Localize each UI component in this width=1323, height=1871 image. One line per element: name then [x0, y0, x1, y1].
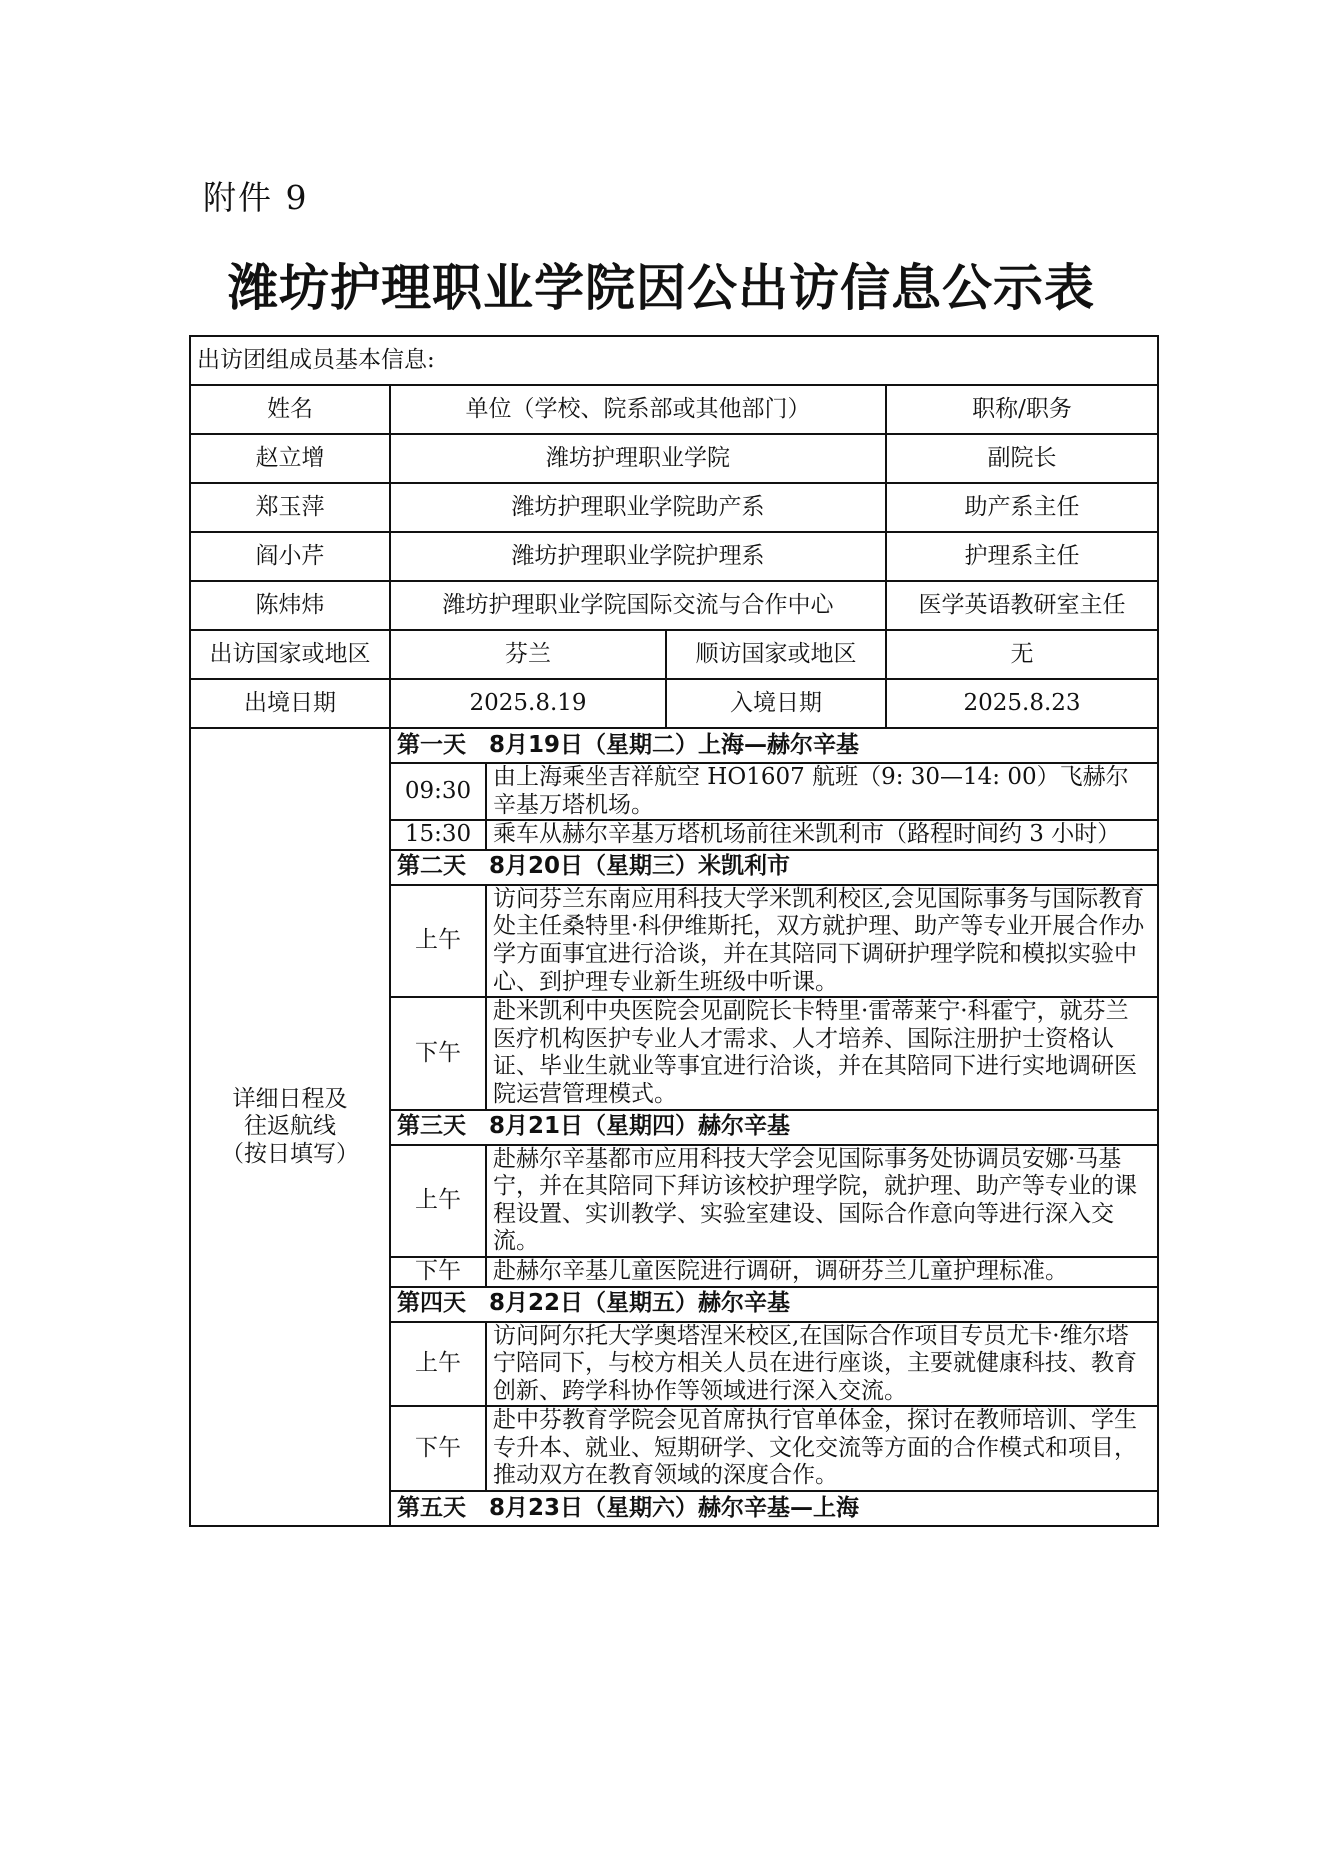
entry-label: 入境日期 — [666, 679, 886, 728]
member-name: 赵立增 — [190, 434, 390, 483]
day-header: 第四天 8月22日（星期五）赫尔辛基 — [390, 1287, 1158, 1322]
day-header: 第五天 8月23日（星期六）赫尔辛基—上海 — [390, 1491, 1158, 1526]
section-label: 出访团组成员基本信息: — [190, 336, 1158, 385]
day-header: 第三天 8月21日（星期四）赫尔辛基 — [390, 1110, 1158, 1145]
exit-date: 2025.8.19 — [390, 679, 666, 728]
schedule-time: 下午 — [390, 997, 486, 1109]
header-title: 职称/职务 — [886, 385, 1158, 434]
schedule-time: 下午 — [390, 1257, 486, 1287]
attachment-label: 附件 9 — [203, 178, 309, 217]
exit-label: 出境日期 — [190, 679, 390, 728]
member-unit: 潍坊护理职业学院护理系 — [390, 532, 886, 581]
member-row — [190, 483, 1158, 532]
member-title: 副院长 — [886, 434, 1158, 483]
member-unit: 潍坊护理职业学院助产系 — [390, 483, 886, 532]
member-name: 郑玉萍 — [190, 483, 390, 532]
document-title: 潍坊护理职业学院因公出访信息公示表 — [228, 259, 1095, 317]
header-unit: 单位（学校、院系部或其他部门） — [390, 385, 886, 434]
transit-value: 无 — [886, 630, 1158, 679]
member-row — [190, 581, 1158, 630]
member-title: 医学英语教研室主任 — [886, 581, 1158, 630]
schedule-label-line: （按日填写） — [221, 1140, 359, 1167]
member-unit: 潍坊护理职业学院 — [390, 434, 886, 483]
schedule-time: 上午 — [390, 1322, 486, 1407]
section-row — [190, 336, 1158, 385]
member-name: 陈炜炜 — [190, 581, 390, 630]
transit-label: 顺访国家或地区 — [666, 630, 886, 679]
schedule-text: 赴中芬教育学院会见首席执行官单体金，探讨在教师培训、学生专升本、就业、短期研学、文化交流等方面的合作模式和项目，推动双方在教育领域的深度合作。 — [486, 1406, 1158, 1491]
schedule-time: 上午 — [390, 1145, 486, 1257]
date-row — [190, 679, 1158, 728]
day-header: 第二天 8月20日（星期三）米凯利市 — [390, 850, 1158, 885]
schedule-time: 15:30 — [390, 820, 486, 850]
schedule-text: 由上海乘坐吉祥航空 HO1607 航班（9: 30—14: 00）飞赫尔辛基万塔机场。 — [486, 763, 1158, 820]
member-title: 助产系主任 — [886, 483, 1158, 532]
country-label: 出访国家或地区 — [190, 630, 390, 679]
schedule-text: 乘车从赫尔辛基万塔机场前往米凯利市（路程时间约 3 小时） — [486, 820, 1158, 850]
schedule-time: 上午 — [390, 885, 486, 997]
day-header-row — [190, 728, 1158, 763]
schedule-time: 下午 — [390, 1406, 486, 1491]
country-row — [190, 630, 1158, 679]
schedule-text: 赴赫尔辛基儿童医院进行调研，调研芬兰儿童护理标准。 — [486, 1257, 1158, 1287]
member-unit: 潍坊护理职业学院国际交流与合作中心 — [390, 581, 886, 630]
member-row — [190, 532, 1158, 581]
info-table — [189, 335, 1159, 1527]
schedule-text: 赴赫尔辛基都市应用科技大学会见国际事务处协调员安娜·马基宁，并在其陪同下拜访该校护理学院，就护理、助产等专业的课程设置、实训教学、实验室建设、国际合作意向等进行深入交流。 — [486, 1145, 1158, 1257]
member-title: 护理系主任 — [886, 532, 1158, 581]
schedule-label — [190, 728, 390, 1526]
country-value: 芬兰 — [390, 630, 666, 679]
entry-date: 2025.8.23 — [886, 679, 1158, 728]
member-name: 阎小芹 — [190, 532, 390, 581]
schedule-label-line: 往返航线 — [244, 1113, 336, 1140]
schedule-text: 访问阿尔托大学奥塔涅米校区,在国际合作项目专员尤卡·维尔塔宁陪同下，与校方相关人员在进行座谈，主要就健康科技、教育创新、跨学科协作等领域进行深入交流。 — [486, 1322, 1158, 1407]
day-header: 第一天 8月19日（星期二）上海—赫尔辛基 — [390, 728, 1158, 763]
schedule-text: 访问芬兰东南应用科技大学米凯利校区,会见国际事务与国际教育处主任桑特里·科伊维斯托，双方就护理、助产等专业开展合作办学方面事宜进行洽谈，并在其陪同下调研护理学院和模拟实验中心、到护理专业新生班级中听课。 — [486, 885, 1158, 997]
member-row — [190, 434, 1158, 483]
header-name: 姓名 — [190, 385, 390, 434]
schedule-time: 09:30 — [390, 763, 486, 820]
schedule-label-line: 详细日程及 — [232, 1085, 348, 1112]
schedule-text: 赴米凯利中央医院会见副院长卡特里·雷蒂莱宁·科霍宁，就芬兰医疗机构医护专业人才需求、人才培养、国际注册护士资格认证、毕业生就业等事宜进行洽谈，并在其陪同下进行实地调研医院运营管理模式。 — [486, 997, 1158, 1109]
member-header-row — [190, 385, 1158, 434]
